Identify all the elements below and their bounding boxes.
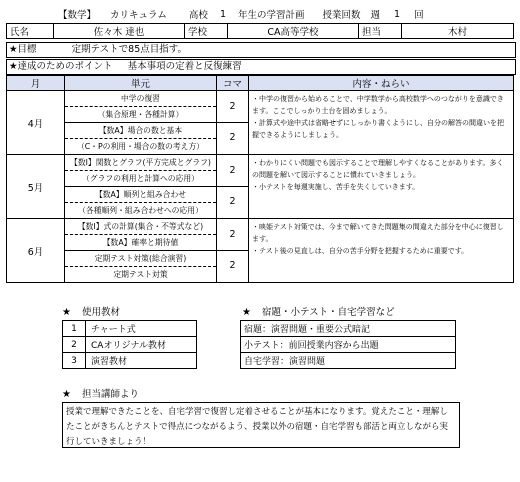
material-name: チャート式 xyxy=(86,321,197,337)
star-icon: ★ xyxy=(62,307,71,318)
star-icon: ★ xyxy=(62,389,71,400)
month: 5月 xyxy=(7,155,65,219)
plan-table xyxy=(6,75,514,283)
month: 6月 xyxy=(7,219,65,283)
school-type: 高校 xyxy=(188,10,208,21)
homework-table xyxy=(240,320,456,369)
note: ・小テストを毎週実施し、苦手を失くしていきます。 xyxy=(252,183,420,191)
homework-item: 小テスト：前回授業内容から出題 xyxy=(241,337,456,353)
unit: （C・Pの利用・場合の数の考え方） xyxy=(76,142,205,151)
grade: 1 xyxy=(219,8,226,20)
student-info xyxy=(6,23,514,39)
note: ・中学の復習から始めることで、中学数学から高校数学へのつながりを意識できます。ここでしっかり土台を固めましょう。 xyxy=(252,95,504,115)
point-text: 基本事項の定着と反復練習 xyxy=(127,61,242,72)
content-notes xyxy=(249,219,514,283)
unit-list xyxy=(65,219,217,283)
homework-item: 自宅学習：演習問題 xyxy=(241,353,456,369)
material-row xyxy=(63,337,197,353)
unit: 【数Ⅰ】関数とグラフ(平方完成とグラフ) xyxy=(65,155,216,171)
teacher-label: 担当 xyxy=(359,24,402,39)
sheet-title: カリキュラム xyxy=(110,10,167,21)
month-header: 月 xyxy=(7,76,65,91)
plan-row-june xyxy=(7,219,514,283)
note: ・テスト後の見直しは、自分の苦手分野を把握するために重要です。 xyxy=(252,247,469,255)
unit: 定期テスト対策 xyxy=(113,270,168,279)
school-name: CA高等学校 xyxy=(228,24,359,39)
material-row xyxy=(63,353,197,369)
koma-value: 2 xyxy=(229,132,236,143)
material-name: 演習教材 xyxy=(86,353,197,369)
comment-heading xyxy=(62,386,139,400)
point-row xyxy=(6,59,516,75)
week-label: 週 xyxy=(370,10,381,21)
student-name: 佐々木 達也 xyxy=(54,24,185,39)
material-no: 2 xyxy=(63,337,86,353)
koma-value: 2 xyxy=(217,220,248,251)
unit: 定期テスト対策(総合演習) xyxy=(65,251,216,267)
koma-cell xyxy=(217,91,249,155)
note: ・映姫テスト対策では、今まで解いてきた問題集の間違えた部分を中心に復習します。 xyxy=(252,223,504,243)
comment-title: 担当講師より xyxy=(82,389,140,400)
point-label: ★達成のためのポイント xyxy=(9,61,113,72)
name-label: 氏名 xyxy=(7,24,54,39)
materials-title: 使用教材 xyxy=(82,307,121,318)
goal-label: ★目標 xyxy=(9,44,37,55)
teacher-name: 木村 xyxy=(402,24,514,39)
material-no: 3 xyxy=(63,353,86,369)
homework-heading xyxy=(242,304,395,318)
goal-text: 定期テストで85点目指す。 xyxy=(71,44,188,55)
lessons-label: 授業回数 xyxy=(322,10,361,21)
material-no: 1 xyxy=(63,321,86,337)
plan-row-april xyxy=(7,91,514,155)
note: ・わかりにくい問題でも図示することで理解しやすくなることがあります。多くの問題を解いて図示することに慣れていきましょう。 xyxy=(252,159,504,179)
goal-row xyxy=(6,42,516,58)
teacher-comment: 授業で理解できたことを、自宅学習で復習し定着させることが基本になります。覚えたこと・理解したことがきちんとテストで得点につながるよう、授業以外の宿題・自宅学習も部活と両立しながら実行していきましょう！ xyxy=(62,402,460,448)
content-notes xyxy=(249,91,514,155)
month: 4月 xyxy=(7,91,65,155)
homework-title: 宿題・小テスト・自宅学習など xyxy=(262,307,395,318)
unit-list xyxy=(65,155,217,219)
unit: （グラフの利用と計算への応用） xyxy=(65,171,216,187)
unit: （集合原理・各種計算） xyxy=(65,107,216,123)
subject: 【数学】 xyxy=(58,10,97,21)
koma-value: 2 xyxy=(217,92,248,123)
content-header: 内容・ねらい xyxy=(249,76,514,91)
unit: 中学の復習 xyxy=(65,91,216,107)
unit-list xyxy=(65,91,217,155)
material-name: CAオリジナル教材 xyxy=(86,337,197,353)
koma-cell xyxy=(217,219,249,283)
content-notes xyxy=(249,155,514,219)
star-icon: ★ xyxy=(242,307,251,318)
unit-header: 単元 xyxy=(65,76,217,91)
unit: （各種順列・組み合わせへの応用） xyxy=(78,206,203,215)
plan-label: 年生の学習計画 xyxy=(237,10,305,21)
koma-value: 2 xyxy=(229,260,236,271)
koma-value: 2 xyxy=(229,196,236,207)
unit: 【数A】順列と組み合わせ xyxy=(65,187,216,203)
school-label: 学校 xyxy=(185,24,228,39)
plan-row-may xyxy=(7,155,514,219)
materials-heading xyxy=(62,304,120,318)
times-label: 回 xyxy=(414,10,424,21)
koma-cell xyxy=(217,155,249,219)
koma-header: コマ xyxy=(217,76,249,91)
homework-item: 宿題：演習問題・重要公式暗記 xyxy=(241,321,456,337)
unit: 【数A】場合の数と基本 xyxy=(65,123,216,139)
materials-table xyxy=(62,320,197,369)
note: ・計算式や途中式は省略せずにしっかり書くようにし、自分の解答の間違いを把握できるようにしましょう。 xyxy=(252,119,504,139)
sheet-header xyxy=(6,6,514,22)
koma-value: 2 xyxy=(217,156,248,187)
unit: 【数A】確率と期待値 xyxy=(65,235,216,251)
unit: 【数Ⅰ】式の計算(集合・不等式など) xyxy=(65,219,216,235)
material-row xyxy=(63,321,197,337)
lessons-count: 1 xyxy=(394,8,401,20)
